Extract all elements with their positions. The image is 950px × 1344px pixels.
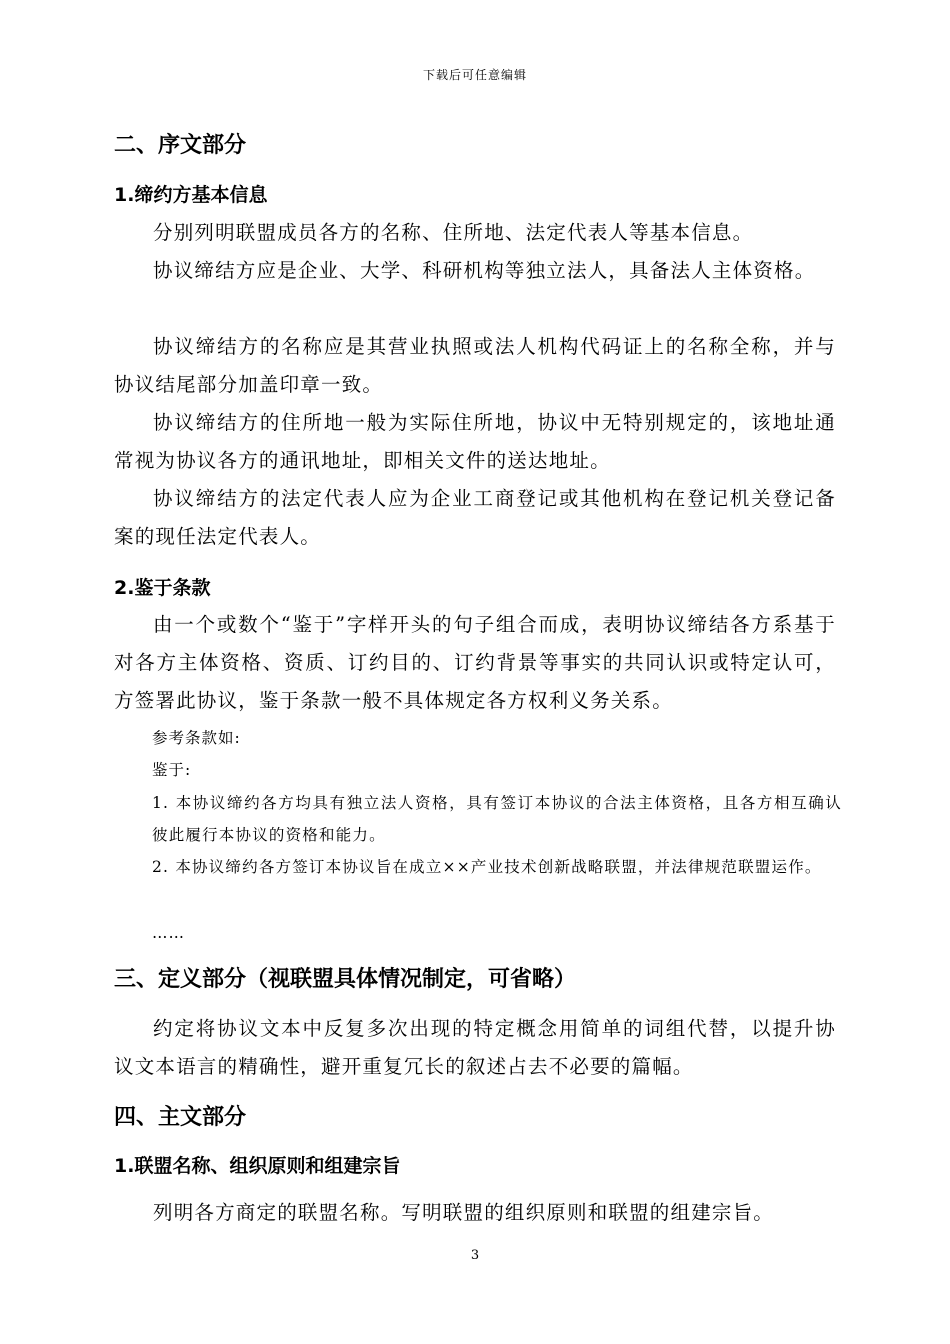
paragraph: 约定将协议文本中反复多次出现的特定概念用简单的词组代替，以提升协议文本语言的精确性，避开重复冗长的叙述占去不必要的篇幅。 [114,1017,836,1078]
section-4-1-title: 1.联盟名称、组织原则和组建宗旨 [114,1155,401,1177]
paragraph: 协议缔结方的住所地一般为实际住所地，协议中无特别规定的，该地址通常视为协议各方的通讯地址，即相关文件的送达地址。 [114,411,836,472]
paragraph: 协议缔结方的法定代表人应为企业工商登记或其他机构在登记机关登记备案的现任法定代表人。 [114,487,836,548]
section-2-1-title: 1.缔约方基本信息 [114,184,268,206]
reference-item: 2. 本协议缔约各方签订本协议旨在成立××产业技术创新战略联盟，并法律规范联盟运作。 [152,858,822,876]
page-header: 下载后可任意编辑 [422,68,527,82]
reference-label: 参考条款如: [152,729,241,747]
paragraph: 由一个或数个“鉴于”字样开头的句子组合而成，表明协议缔结各方系基于对各方主体资格、资质、订约目的、订约背景等事实的共同认识或特定认可，方签署此协议，鉴于条款一般不具体规定各方权利义务关系。 [114,613,836,712]
reference-ellipsis: …… [152,924,185,942]
paragraph: 协议缔结方应是企业、大学、科研机构等独立法人，具备法人主体资格。 [153,259,816,282]
reference-given: 鉴于: [152,761,192,779]
paragraph: 列明各方商定的联盟名称。写明联盟的组织原则和联盟的组建宗旨。 [153,1201,775,1224]
reference-item: 1. 本协议缔约各方均具有独立法人资格，具有签订本协议的合法主体资格，且各方相互确认彼此履行本协议的资格和能力。 [152,794,842,844]
section-4-title: 四、主文部分 [114,1105,247,1130]
paragraph: 协议缔结方的名称应是其营业执照或法人机构代码证上的名称全称，并与协议结尾部分加盖印章一致。 [114,335,836,396]
section-2-title: 二、序文部分 [114,133,247,158]
section-3-title: 三、定义部分（视联盟具体情况制定，可省略） [114,967,577,992]
paragraph: 分别列明联盟成员各方的名称、住所地、法定代表人等基本信息。 [153,221,754,244]
page-number: 3 [470,1248,480,1263]
section-2-2-title: 2.鉴于条款 [114,577,211,599]
